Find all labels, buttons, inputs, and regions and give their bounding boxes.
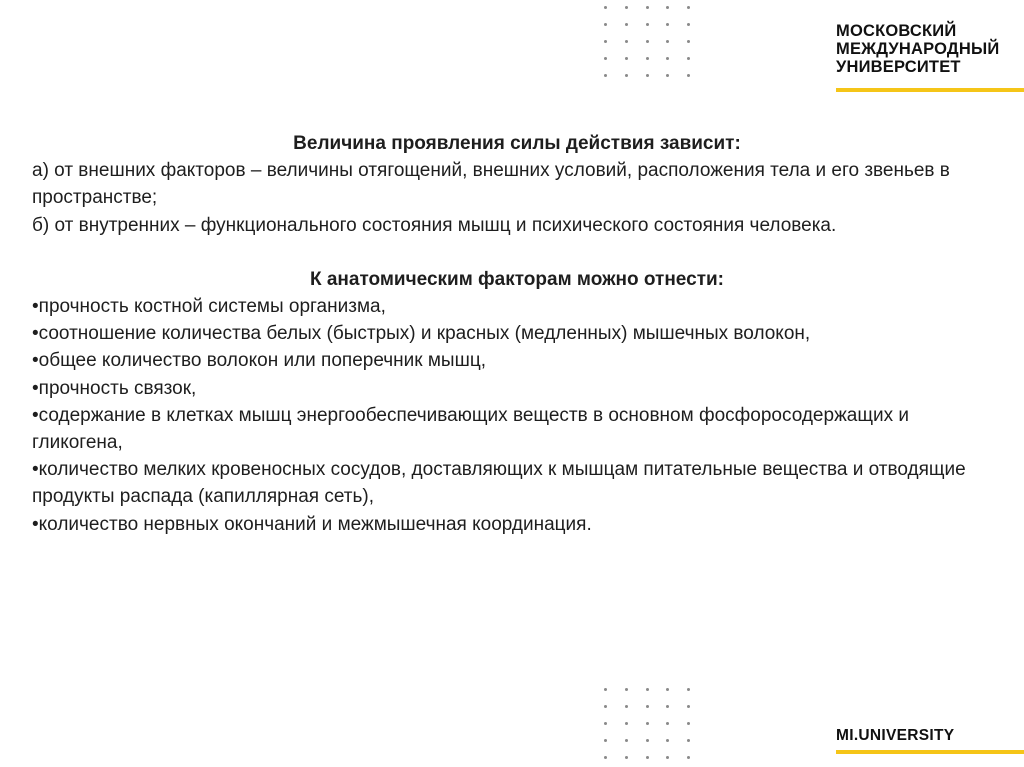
slide-content bbox=[32, 130, 1002, 538]
logo-accent-bar bbox=[836, 88, 1024, 92]
list-item: •прочность связок, bbox=[32, 377, 197, 399]
anatomical-factors-list bbox=[32, 293, 1002, 538]
section-spacer bbox=[32, 239, 1002, 266]
heading-anatomical-factors: К анатомическим факторам можно отнести: bbox=[309, 268, 725, 290]
heading-force-factors: Величина проявления силы действия зависит: bbox=[293, 133, 741, 154]
decorative-dot-grid-bottom bbox=[604, 688, 708, 759]
footer-accent-bar bbox=[836, 750, 1024, 754]
list-item: •содержание в клетках мышц энергообеспечивающих веществ в основном фосфоросодержащих и гликогена, bbox=[32, 404, 909, 454]
footer-logo: MI.UNIVERSITY bbox=[836, 727, 955, 744]
decorative-dot-grid-top bbox=[604, 6, 708, 77]
list-item: •соотношение количества белых (быстрых) и красных (медленных) мышечных волокон, bbox=[32, 323, 811, 345]
logo-line-1: МОСКОВСКИЙ bbox=[836, 22, 957, 40]
paragraph-internal-factors: б) от внутренних – функционального состояния мышц и психического состояния человека. bbox=[32, 214, 837, 236]
paragraph-external-factors: а) от внешних факторов – величины отягощений, внешних условий, расположения тела и его звеньев в пространстве; bbox=[32, 160, 950, 209]
university-logo bbox=[836, 22, 999, 76]
list-item: •общее количество волокон или поперечник мышц, bbox=[32, 350, 486, 372]
logo-line-3: УНИВЕРСИТЕТ bbox=[836, 58, 961, 76]
list-item: •количество нервных окончаний и межмышечная координация. bbox=[32, 513, 592, 535]
logo-line-2: МЕЖДУНАРОДНЫЙ bbox=[836, 40, 1000, 58]
list-item: •количество мелких кровеносных сосудов, доставляющих к мышцам питательные вещества и отводящие продукты распада (капиллярная сеть), bbox=[32, 459, 966, 508]
list-item: •прочность костной системы организма, bbox=[32, 296, 386, 318]
